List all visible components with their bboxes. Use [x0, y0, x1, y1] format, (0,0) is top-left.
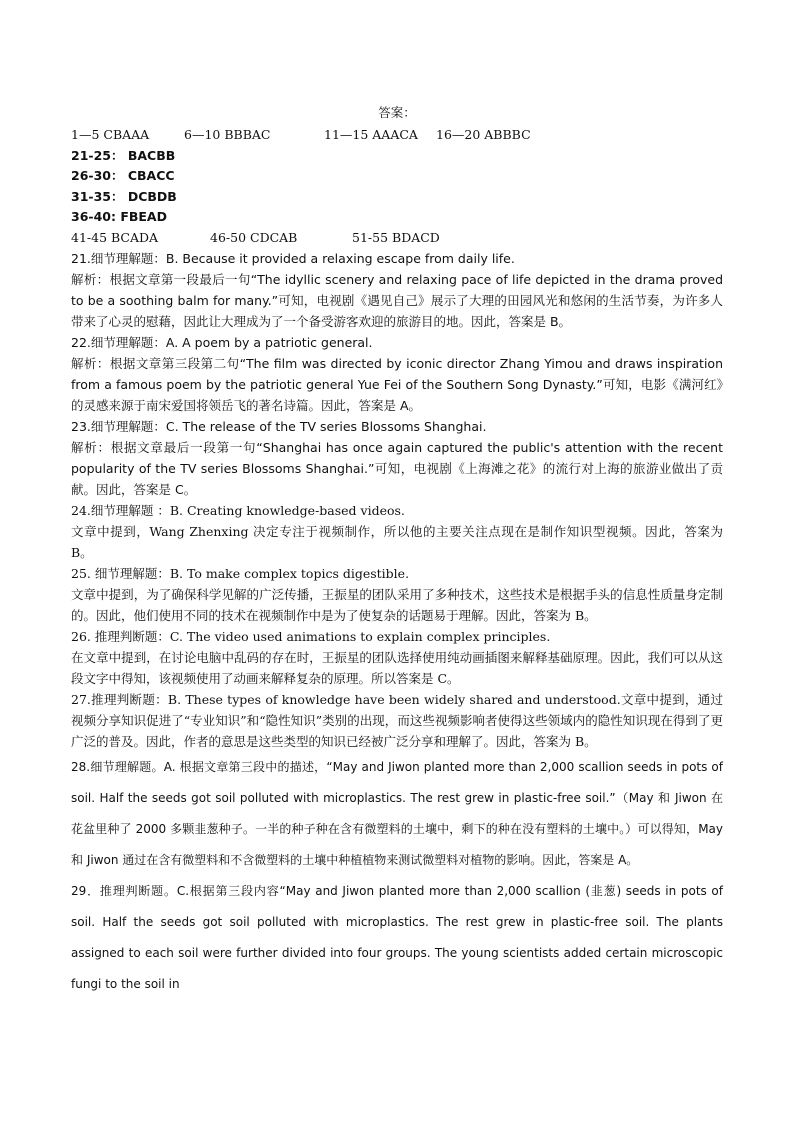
item-head: 22.细节理解题：A. A poem by a patriotic general.: [71, 335, 373, 350]
item-body: 文章中提到，Wang Zhenxing 决定专注于视频制作，所以他的主要关注点现在是制作知识型视频。因此，答案为 B。: [71, 524, 723, 560]
item-body: 解析：根据文章第一段最后一句“The idyllic scenery and relaxing pace of life depicted in the drama proved to be a soothing balm for many.”可知，电视剧《遇见自己》展示了大理的田园风光和悠闲的生活节奏，为许多人带来了心灵的慰藉，因此让大理成为了一个备受游客欢迎的旅游目的地。因此，答案是 B。: [71, 272, 723, 329]
item-head: 24.细节理解题 ：B. Creating knowledge-based videos.: [71, 503, 405, 518]
explanation-22: [71, 332, 723, 416]
answer-41-45: 41-45 BCADA: [71, 229, 159, 245]
answer-1-5: 1—5 CBAAA: [71, 127, 150, 142]
answer-51-55: 51-55 BDACD: [352, 229, 440, 245]
answer-36-40: 36-40: FBEAD: [71, 209, 167, 224]
answer-16-20: 16—20 ABBBC: [436, 127, 531, 142]
item-body: 解析：根据文章最后一段第一句“Shanghai has once again captured the public's attention with the recent popularity of the TV series Blossoms Shanghai.”可知，电视剧《上海滩之花》的流行对上海的旅游业做出了贡献。因此，答案是 C。: [71, 440, 723, 497]
answer-26-30: 26-30： CBACC: [71, 168, 175, 183]
explanation-28: [71, 752, 723, 876]
answer-6-10: 6—10 BBBAC: [184, 127, 271, 142]
answer-21-25: 21-25： BACBB: [71, 147, 176, 163]
explanation-21: [71, 248, 723, 332]
item-body: 在文章中提到，在讨论电脑中乱码的存在时，王振星的团队选择使用纯动画插图来解释基础原理。因此，我们可以从这段文字中得知，该视频使用了动画来解释复杂的原理。所以答案是 C。: [71, 650, 723, 686]
explanation-29: [71, 876, 723, 1000]
page-title: 答案：: [378, 105, 416, 120]
item-body: 27.推理判断题：B. These types of knowledge have been widely shared and understood.文章中提到，通过视频分享知识促进了“专业知识”和“隐性知识”类别的出现，而这些视频影响者使得这些领域内的隐性知识现在得到了更广泛的普及。因此，作者的意思是这些类型的知识已经被广泛分享和理解了。因此，答案为 B。: [71, 692, 723, 749]
item-body: 解析：根据文章第三段第二句“The film was directed by iconic director Zhang Yimou and draws inspiration from a famous poem by the patriotic general Yue Fei of the Southern Song Dynasty.”可知，电影《满河红》的灵感来源于南宋爱国将领岳飞的著名诗篇。因此，答案是 A。: [71, 356, 723, 413]
item-body: 文章中提到，为了确保科学见解的广泛传播，王振星的团队采用了多种技术，这些技术是根据手头的信息性质量身定制的。因此，他们使用不同的技术在视频制作中是为了使复杂的话题易于理解。因此，答案为 B。: [71, 587, 723, 623]
answer-row-41-55: [71, 228, 723, 249]
answer-row-1-20: [71, 125, 723, 146]
item-body: 28.细节理解题。A. 根据文章第三段中的描述，“May and Jiwon planted more than 2,000 scallion seeds in pots of soil. Half the seeds got soil polluted with microplastics. The rest grew in plastic-free soil.”（May 和 Jiwon 在花盆里种了 2000 多颗韭葱种子。一半的种子种在含有微塑料的土壤中，剩下的种在没有塑料的土壤中。）可以得知，May 和 Jiwon 通过在含有微塑料和不含微塑料的土壤中种植植物来测试微塑料对植物的影响。因此，答案是 A。: [71, 760, 723, 867]
item-head: 21.细节理解题：B. Because it provided a relaxing escape from daily life.: [71, 251, 515, 266]
explanation-27: [71, 689, 723, 752]
item-body: 29．推理判断题。C.根据第三段内容“May and Jiwon planted more than 2,000 scallion (韭葱) seeds in pots of soil. Half the seeds got soil polluted with microplastics. The rest grew in plastic-free soil. The plants assigned to each soil were further divided into four groups. The young scientists added certain microscopic fungi to the soil in: [71, 884, 723, 991]
explanation-25: [71, 563, 723, 626]
explanation-23: [71, 416, 723, 500]
explanation-24: [71, 500, 723, 563]
answer-31-35: 31-35： DCBDB: [71, 188, 177, 204]
item-head: 25. 细节理解题：B. To make complex topics digestible.: [71, 566, 410, 581]
answer-page: [71, 104, 723, 1000]
answer-46-50: 46-50 CDCAB: [210, 229, 298, 245]
answer-11-15: 11—15 AAACA: [324, 127, 418, 142]
item-head: 23.细节理解题：C. The release of the TV series Blossoms Shanghai.: [71, 419, 487, 434]
explanation-26: [71, 626, 723, 689]
item-head: 26. 推理判断题：C. The video used animations to explain complex principles.: [71, 629, 551, 644]
